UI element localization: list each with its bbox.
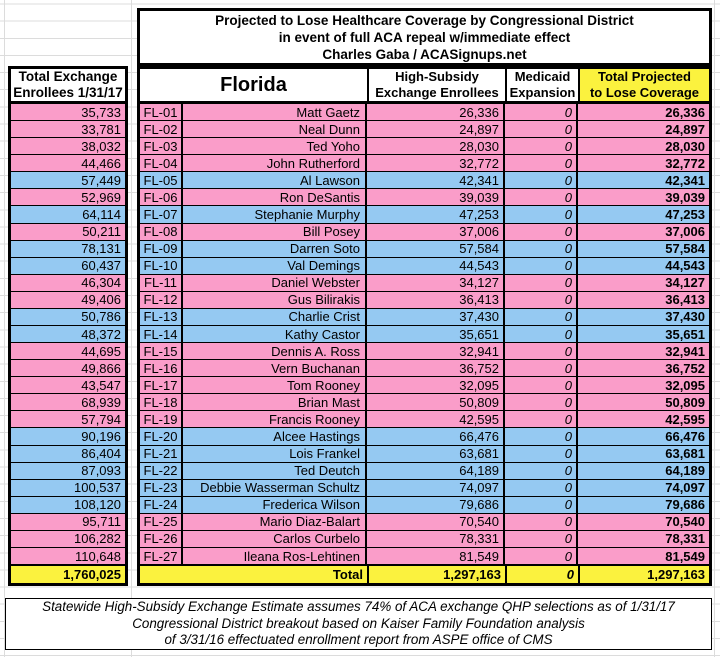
high-subsidy-cell[interactable]: 32,095 xyxy=(367,377,505,393)
left-header-line2: Enrollees 1/31/17 xyxy=(13,85,123,100)
total-label-cell[interactable]: Total xyxy=(140,566,369,583)
table-row xyxy=(140,410,709,427)
medicaid-expansion-cell[interactable]: 0 xyxy=(505,360,578,376)
exchange-enrollees-cell[interactable]: 38,032 xyxy=(11,137,125,154)
representative-name-cell[interactable]: Ileana Ros-Lehtinen xyxy=(183,548,367,564)
total-projected-cell[interactable]: 37,006 xyxy=(665,224,705,240)
district-cell[interactable]: FL-15 xyxy=(140,343,183,359)
medicaid-expansion-cell[interactable]: 0 xyxy=(505,326,578,342)
total-projected-cell[interactable]: 32,095 xyxy=(665,377,705,393)
district-cell[interactable]: FL-19 xyxy=(140,411,183,427)
district-cell[interactable]: FL-02 xyxy=(140,121,183,137)
representative-name-cell[interactable]: John Rutherford xyxy=(183,155,367,171)
representative-name-cell[interactable]: Stephanie Murphy xyxy=(183,206,367,222)
exchange-enrollees-cell[interactable]: 43,547 xyxy=(11,376,125,393)
total-projected-cell[interactable]: 64,189 xyxy=(665,463,705,479)
district-cell[interactable]: FL-21 xyxy=(140,446,183,462)
exchange-enrollees-cell[interactable]: 33,781 xyxy=(11,120,125,137)
table-row xyxy=(140,496,709,513)
medicaid-expansion-cell[interactable]: 0 xyxy=(505,206,578,222)
exchange-enrollees-cell[interactable]: 110,648 xyxy=(11,547,125,564)
medicaid-expansion-cell[interactable]: 0 xyxy=(505,446,578,462)
representative-name-cell[interactable]: Val Demings xyxy=(183,258,367,274)
total-projected-header-line2: to Lose Coverage xyxy=(589,85,700,100)
high-subsidy-cell[interactable]: 34,127 xyxy=(367,275,505,291)
high-subsidy-header-line2: Exchange Enrollees xyxy=(375,85,499,100)
footnotes-cell[interactable] xyxy=(5,598,712,650)
total-projected-cell[interactable]: 32,772 xyxy=(665,155,705,171)
table-row xyxy=(140,359,709,376)
medicaid-expansion-cell[interactable]: 0 xyxy=(505,172,578,188)
representative-name-cell[interactable]: Frederica Wilson xyxy=(183,497,367,513)
gridline-vertical xyxy=(131,0,132,657)
total-projected-cell[interactable]: 57,584 xyxy=(665,241,705,257)
high-subsidy-cell[interactable]: 79,686 xyxy=(367,497,505,513)
exchange-enrollees-cell[interactable]: 64,114 xyxy=(11,205,125,222)
table-row xyxy=(140,530,709,547)
total-projected-cell[interactable]: 44,543 xyxy=(665,258,705,274)
exchange-enrollees-cell[interactable]: 95,711 xyxy=(11,513,125,530)
table-row xyxy=(140,479,709,496)
total-projected-header-cell[interactable] xyxy=(580,69,709,101)
medicaid-expansion-cell[interactable]: 0 xyxy=(505,241,578,257)
district-cell[interactable]: FL-20 xyxy=(140,428,183,444)
table-row xyxy=(140,223,709,240)
table-row xyxy=(140,513,709,530)
table-header-row xyxy=(137,66,712,104)
district-cell[interactable]: FL-10 xyxy=(140,258,183,274)
total-projected-cell[interactable]: 26,336 xyxy=(665,104,705,120)
representative-name-cell[interactable]: Brian Mast xyxy=(183,394,367,410)
gridline-vertical xyxy=(4,0,5,657)
medicaid-expansion-cell[interactable]: 0 xyxy=(505,497,578,513)
medicaid-expansion-cell[interactable]: 0 xyxy=(505,224,578,240)
total-medicaid-cell[interactable]: 0 xyxy=(507,566,580,583)
total-projected-cell[interactable]: 35,651 xyxy=(665,326,705,342)
representative-name-cell[interactable]: Darren Soto xyxy=(183,241,367,257)
total-projected-cell[interactable]: 32,941 xyxy=(665,343,705,359)
medicaid-header-line1: Medicaid xyxy=(514,69,571,84)
exchange-enrollees-cell[interactable]: 50,211 xyxy=(11,223,125,240)
state-header-cell[interactable]: Florida xyxy=(140,69,369,101)
exchange-enrollees-cell[interactable]: 49,406 xyxy=(11,291,125,308)
left-rows-container xyxy=(11,104,125,564)
medicaid-expansion-cell[interactable]: 0 xyxy=(505,548,578,564)
table-row xyxy=(140,137,709,154)
representative-name-cell[interactable]: Daniel Webster xyxy=(183,275,367,291)
medicaid-expansion-cell[interactable]: 0 xyxy=(505,428,578,444)
district-table xyxy=(137,104,712,586)
high-subsidy-cell[interactable]: 70,540 xyxy=(367,514,505,530)
total-projected-total-cell[interactable]: 1,297,163 xyxy=(647,567,705,582)
footnote-line1: Statewide High-Subsidy Exchange Estimate assumes 74% of ACA exchange QHP selections as of 1/31/17 xyxy=(42,599,675,615)
medicaid-expansion-cell[interactable]: 0 xyxy=(505,138,578,154)
district-cell[interactable]: FL-06 xyxy=(140,189,183,205)
district-cell[interactable]: FL-18 xyxy=(140,394,183,410)
district-cell[interactable]: FL-12 xyxy=(140,292,183,308)
representative-name-cell[interactable]: Gus Bilirakis xyxy=(183,292,367,308)
high-subsidy-cell[interactable]: 36,413 xyxy=(367,292,505,308)
district-cell[interactable]: FL-11 xyxy=(140,275,183,291)
medicaid-expansion-cell[interactable]: 0 xyxy=(505,394,578,410)
report-title-cell[interactable] xyxy=(137,8,712,66)
high-subsidy-cell[interactable]: 32,941 xyxy=(367,343,505,359)
district-cell[interactable]: FL-23 xyxy=(140,480,183,496)
exchange-enrollees-cell[interactable]: 44,466 xyxy=(11,154,125,171)
high-subsidy-cell[interactable]: 50,809 xyxy=(367,394,505,410)
total-projected-cell[interactable]: 70,540 xyxy=(665,514,705,530)
table-row xyxy=(140,154,709,171)
district-cell[interactable]: FL-01 xyxy=(140,104,183,120)
representative-name-cell[interactable]: Carlos Curbelo xyxy=(183,531,367,547)
high-subsidy-header-line1: High-Subsidy xyxy=(395,69,479,84)
exchange-enrollees-cell[interactable]: 106,282 xyxy=(11,530,125,547)
exchange-enrollees-cell[interactable]: 46,304 xyxy=(11,274,125,291)
high-subsidy-cell[interactable]: 44,543 xyxy=(367,258,505,274)
district-cell[interactable]: FL-26 xyxy=(140,531,183,547)
table-row xyxy=(140,171,709,188)
high-subsidy-cell[interactable]: 57,584 xyxy=(367,241,505,257)
high-subsidy-cell[interactable]: 47,253 xyxy=(367,206,505,222)
report-title-line2: in event of full ACA repeal w/immediate effect xyxy=(278,29,571,45)
table-row xyxy=(140,547,709,564)
exchange-enrollees-cell[interactable]: 50,786 xyxy=(11,308,125,325)
high-subsidy-cell[interactable]: 74,097 xyxy=(367,480,505,496)
district-cell[interactable]: FL-17 xyxy=(140,377,183,393)
table-row xyxy=(140,291,709,308)
total-projected-cell[interactable]: 36,413 xyxy=(665,292,705,308)
total-row xyxy=(140,564,709,583)
total-projected-cell[interactable]: 79,686 xyxy=(665,497,705,513)
district-cell[interactable]: FL-27 xyxy=(140,548,183,564)
table-row xyxy=(140,393,709,410)
medicaid-expansion-cell[interactable]: 0 xyxy=(505,377,578,393)
high-subsidy-cell[interactable]: 37,006 xyxy=(367,224,505,240)
table-row xyxy=(140,205,709,222)
high-subsidy-cell[interactable]: 66,476 xyxy=(367,428,505,444)
table-row xyxy=(140,308,709,325)
left-column-total-cell[interactable]: 1,760,025 xyxy=(11,564,125,583)
high-subsidy-header-cell[interactable] xyxy=(369,69,507,101)
high-subsidy-cell[interactable]: 35,651 xyxy=(367,326,505,342)
representative-name-cell[interactable]: Bill Posey xyxy=(183,224,367,240)
table-row xyxy=(140,325,709,342)
high-subsidy-cell[interactable]: 26,336 xyxy=(367,104,505,120)
medicaid-expansion-cell[interactable]: 0 xyxy=(505,463,578,479)
high-subsidy-cell[interactable]: 28,030 xyxy=(367,138,505,154)
gridline-vertical xyxy=(714,0,715,657)
medicaid-expansion-header-cell[interactable] xyxy=(507,69,580,101)
representative-name-cell[interactable]: Ron DeSantis xyxy=(183,189,367,205)
high-subsidy-cell[interactable]: 64,189 xyxy=(367,463,505,479)
medicaid-expansion-cell[interactable]: 0 xyxy=(505,104,578,120)
exchange-enrollees-cell[interactable]: 87,093 xyxy=(11,462,125,479)
district-cell[interactable]: FL-22 xyxy=(140,463,183,479)
representative-name-cell[interactable]: Neal Dunn xyxy=(183,121,367,137)
district-cell[interactable]: FL-07 xyxy=(140,206,183,222)
high-subsidy-cell[interactable]: 81,549 xyxy=(367,548,505,564)
district-cell[interactable]: FL-13 xyxy=(140,309,183,325)
district-cell[interactable]: FL-05 xyxy=(140,172,183,188)
table-row xyxy=(140,188,709,205)
representative-name-cell[interactable]: Charlie Crist xyxy=(183,309,367,325)
representative-name-cell[interactable]: Mario Diaz-Balart xyxy=(183,514,367,530)
high-subsidy-cell[interactable]: 32,772 xyxy=(367,155,505,171)
exchange-enrollees-cell[interactable]: 60,437 xyxy=(11,257,125,274)
exchange-enrollees-cell[interactable]: 86,404 xyxy=(11,445,125,462)
district-cell[interactable]: FL-25 xyxy=(140,514,183,530)
total-projected-cell[interactable]: 42,341 xyxy=(665,172,705,188)
medicaid-header-line2: Expansion xyxy=(509,85,576,100)
table-row xyxy=(140,342,709,359)
medicaid-expansion-cell[interactable]: 0 xyxy=(505,343,578,359)
table-row xyxy=(140,240,709,257)
report-title-line1: Projected to Lose Healthcare Coverage by Congressional District xyxy=(215,12,634,28)
representative-name-cell[interactable]: Francis Rooney xyxy=(183,411,367,427)
total-projected-cell[interactable]: 74,097 xyxy=(665,480,705,496)
total-projected-header-line1: Total Projected xyxy=(598,69,691,84)
exchange-enrollees-cell[interactable]: 35,733 xyxy=(11,104,125,120)
medicaid-expansion-cell[interactable]: 0 xyxy=(505,121,578,137)
representative-name-cell[interactable]: Lois Frankel xyxy=(183,446,367,462)
medicaid-expansion-cell[interactable]: 0 xyxy=(505,155,578,171)
representative-name-cell[interactable]: Ted Deutch xyxy=(183,463,367,479)
medicaid-expansion-cell[interactable]: 0 xyxy=(505,275,578,291)
district-cell[interactable]: FL-16 xyxy=(140,360,183,376)
representative-name-cell[interactable]: Al Lawson xyxy=(183,172,367,188)
table-row xyxy=(140,274,709,291)
total-exchange-enrollees-column xyxy=(8,104,128,586)
district-cell[interactable]: FL-09 xyxy=(140,241,183,257)
representative-name-cell[interactable]: Matt Gaetz xyxy=(183,104,367,120)
district-cell[interactable]: FL-14 xyxy=(140,326,183,342)
medicaid-expansion-cell[interactable]: 0 xyxy=(505,514,578,530)
total-projected-cell[interactable]: 36,752 xyxy=(665,360,705,376)
table-row xyxy=(140,257,709,274)
exchange-enrollees-cell[interactable]: 48,372 xyxy=(11,325,125,342)
total-projected-cell[interactable]: 34,127 xyxy=(665,275,705,291)
high-subsidy-cell[interactable]: 24,897 xyxy=(367,121,505,137)
representative-name-cell[interactable]: Debbie Wasserman Schultz xyxy=(183,480,367,496)
report-title-line3: Charles Gaba / ACASignups.net xyxy=(322,46,527,62)
exchange-enrollees-cell[interactable]: 44,695 xyxy=(11,342,125,359)
table-row xyxy=(140,376,709,393)
left-header-line1: Total Exchange xyxy=(18,69,118,84)
representative-name-cell[interactable]: Dennis A. Ross xyxy=(183,343,367,359)
high-subsidy-cell[interactable]: 37,430 xyxy=(367,309,505,325)
total-projected-cell[interactable]: 50,809 xyxy=(665,394,705,410)
table-rows-container xyxy=(140,104,709,564)
total-projected-cell[interactable]: 37,430 xyxy=(665,309,705,325)
medicaid-expansion-cell[interactable]: 0 xyxy=(505,531,578,547)
exchange-enrollees-cell[interactable]: 78,131 xyxy=(11,240,125,257)
district-cell[interactable]: FL-24 xyxy=(140,497,183,513)
total-projected-cell[interactable]: 28,030 xyxy=(665,138,705,154)
total-projected-cell[interactable]: 42,595 xyxy=(665,411,705,427)
total-projected-cell[interactable]: 66,476 xyxy=(665,429,705,445)
medicaid-expansion-cell[interactable]: 0 xyxy=(505,309,578,325)
table-row xyxy=(140,120,709,137)
district-cell[interactable]: FL-03 xyxy=(140,138,183,154)
total-exchange-enrollees-header-cell[interactable] xyxy=(8,66,128,104)
exchange-enrollees-cell[interactable]: 49,866 xyxy=(11,359,125,376)
total-projected-cell[interactable]: 81,549 xyxy=(665,548,705,564)
footnote-line3: of 3/31/16 effectuated enrollment report from ASPE office of CMS xyxy=(164,632,553,648)
exchange-enrollees-cell[interactable]: 100,537 xyxy=(11,479,125,496)
table-row xyxy=(140,445,709,462)
exchange-enrollees-cell[interactable]: 108,120 xyxy=(11,496,125,513)
total-projected-cell[interactable]: 24,897 xyxy=(665,121,705,137)
representative-name-cell[interactable]: Tom Rooney xyxy=(183,377,367,393)
medicaid-expansion-cell[interactable]: 0 xyxy=(505,411,578,427)
district-cell[interactable]: FL-08 xyxy=(140,224,183,240)
high-subsidy-cell[interactable]: 42,341 xyxy=(367,172,505,188)
exchange-enrollees-cell[interactable]: 57,449 xyxy=(11,171,125,188)
table-row xyxy=(140,427,709,444)
representative-name-cell[interactable]: Alcee Hastings xyxy=(183,428,367,444)
exchange-enrollees-cell[interactable]: 68,939 xyxy=(11,393,125,410)
exchange-enrollees-cell[interactable]: 90,196 xyxy=(11,427,125,444)
table-row xyxy=(140,104,709,120)
total-projected-cell[interactable]: 47,253 xyxy=(665,207,705,222)
high-subsidy-cell[interactable]: 36,752 xyxy=(367,360,505,376)
high-subsidy-cell[interactable]: 42,595 xyxy=(367,411,505,427)
medicaid-expansion-cell[interactable]: 0 xyxy=(505,189,578,205)
total-projected-cell[interactable]: 63,681 xyxy=(665,446,705,462)
total-projected-cell[interactable]: 78,331 xyxy=(665,531,705,547)
medicaid-expansion-cell[interactable]: 0 xyxy=(505,292,578,308)
representative-name-cell[interactable]: Ted Yoho xyxy=(183,138,367,154)
footnote-line2: Congressional District breakout based on Kaiser Family Foundation analysis xyxy=(132,615,585,631)
representative-name-cell[interactable]: Kathy Castor xyxy=(183,326,367,342)
representative-name-cell[interactable]: Vern Buchanan xyxy=(183,360,367,376)
high-subsidy-cell[interactable]: 78,331 xyxy=(367,531,505,547)
exchange-enrollees-cell[interactable]: 52,969 xyxy=(11,188,125,205)
total-high-subsidy-cell[interactable]: 1,297,163 xyxy=(369,566,507,583)
medicaid-expansion-cell[interactable]: 0 xyxy=(505,480,578,496)
total-projected-cell[interactable]: 39,039 xyxy=(665,189,705,205)
district-cell[interactable]: FL-04 xyxy=(140,155,183,171)
table-row xyxy=(140,462,709,479)
high-subsidy-cell[interactable]: 63,681 xyxy=(367,446,505,462)
medicaid-expansion-cell[interactable]: 0 xyxy=(505,258,578,274)
high-subsidy-cell[interactable]: 39,039 xyxy=(367,189,505,205)
exchange-enrollees-cell[interactable]: 57,794 xyxy=(11,410,125,427)
